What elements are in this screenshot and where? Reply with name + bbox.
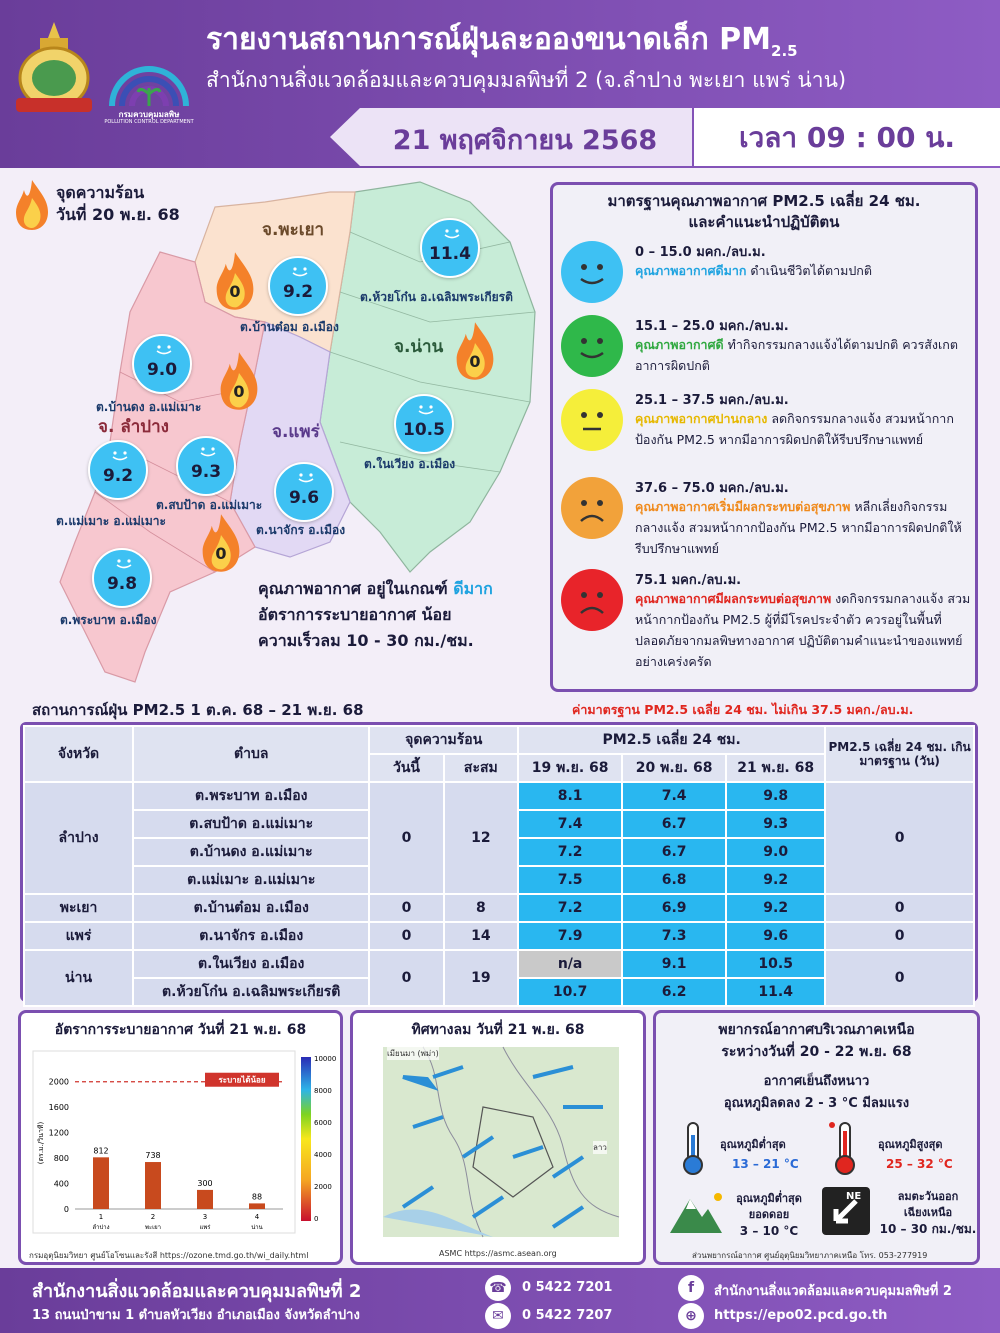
wind-map-label-myanmar: เมียนมา (พม่า): [387, 1049, 439, 1058]
station-value: 9.6: [288, 488, 320, 508]
station-label: ต.สบป้าด อ.แม่เมาะ: [156, 498, 263, 512]
fire-value: 0: [233, 382, 245, 401]
province-label-phayao: จ.พะเยา: [262, 220, 325, 240]
bar-value-label: 738: [145, 1151, 161, 1161]
fire-value: 0: [215, 544, 227, 563]
forecast-title: [656, 1019, 977, 1063]
standard-range: 37.6 – 75.0 มคก./ลบ.ม.: [635, 481, 789, 496]
forecast-summary-line2: อุณหภูมิลดลง 2 - 3 °C มีลมแรง: [723, 1096, 910, 1111]
province-label-lampang: จ. ลำปาง: [98, 417, 169, 437]
cell-pm-d21: 9.0: [726, 838, 825, 866]
smile-face-icon: [198, 446, 218, 458]
wind-map-label-laos: ลาว: [593, 1143, 607, 1152]
page-subtitle: สำนักงานสิ่งแวดล้อมและควบคุมมลพิษที่ 2 (จ.ลำปาง พะเยา แพร่ น่าน): [206, 68, 847, 92]
standard-advice: ทำกิจกรรมกลางแจ้งได้ตามปกติ ควรสังเกตอาการผิดปกติ: [635, 337, 958, 373]
cell-pm-d20: 6.2: [622, 978, 726, 1006]
x-tick-label: 4: [254, 1213, 260, 1221]
station-bubble: [176, 436, 236, 496]
bar-value-label: 812: [93, 1146, 109, 1156]
page-title-sub: 2.5: [771, 42, 798, 60]
th-pm-avg: PM2.5 เฉลี่ย 24 ชม.: [518, 726, 825, 754]
hotspot-legend-fire-icon: [12, 178, 52, 232]
peak-label-2: ยอดดอย: [748, 1208, 790, 1221]
cell-pm-d20: 7.4: [622, 782, 726, 810]
neutral-face-icon: [561, 389, 623, 451]
mountain-icon: [668, 1191, 724, 1235]
standard-description: [635, 334, 975, 376]
ventilation-bar: [197, 1190, 213, 1209]
forecast-summary: [656, 1071, 977, 1115]
facebook-icon: f: [678, 1275, 704, 1301]
footer-phone[interactable]: 0 5422 7201: [522, 1280, 613, 1295]
cell-pm-d19: 8.1: [518, 782, 622, 810]
hotspot-title-line2: วันที่ 20 พ.ย. 68: [56, 205, 180, 224]
cell-area: ต.สบป้าด อ.แม่เมาะ: [133, 810, 369, 838]
fire-icon: [216, 350, 262, 412]
station-bubble: [420, 218, 480, 278]
table-row: [24, 782, 974, 810]
colorbar: [301, 1057, 311, 1221]
colorbar-tick-label: 6000: [314, 1119, 332, 1127]
min-temp-value: 13 – 21 °C: [732, 1157, 799, 1171]
provincial-emblem-logo: [10, 18, 98, 118]
smile-face-icon: [442, 228, 462, 240]
fire-marker-phayao: [212, 250, 258, 312]
smile-face-icon: [561, 241, 623, 303]
th-hotspot: จุดความร้อน: [369, 726, 518, 754]
pm-table-container: [20, 722, 978, 1002]
max-temp-value: 25 – 32 °C: [886, 1157, 953, 1171]
station-bubble: [88, 440, 148, 500]
wind-forecast-block: [876, 1189, 980, 1237]
cell-pm-d21: 9.6: [726, 922, 825, 950]
cell-hotspot-cumulative: 8: [444, 894, 518, 922]
hotspot-title: [56, 182, 180, 226]
cell-pm-d20: 6.7: [622, 810, 726, 838]
map-summary-note: [258, 576, 493, 654]
frown-face-icon: [561, 569, 623, 631]
station-label: ต.แม่เมาะ อ.แม่เมาะ: [56, 514, 166, 528]
station-label: ต.พระบาท อ.เมือง: [60, 613, 157, 627]
ventilation-panel: [18, 1010, 343, 1265]
x-category-label: น่าน: [251, 1224, 263, 1231]
ventilation-source: กรมอุตุนิยมวิทยา ศูนย์โอโซนและรังสี https://ozone.tmd.go.th/wi_daily.html: [29, 1251, 309, 1260]
station-bubble: [92, 548, 152, 608]
cell-pm-d19: 7.5: [518, 866, 622, 894]
ventilation-chart: [29, 1047, 337, 1237]
globe-icon: ⊕: [678, 1303, 704, 1329]
frown-face-icon: [561, 477, 623, 539]
cell-pm-d19: 10.7: [518, 978, 622, 1006]
standard-title-line1: มาตรฐานคุณภาพอากาศ PM2.5 เฉลี่ย 24 ชม.: [607, 192, 921, 210]
threshold-label: ระบายได้น้อย: [218, 1075, 266, 1085]
fire-marker-nan: [452, 320, 498, 382]
standard-title: [553, 191, 975, 233]
cell-pm-d19: 7.9: [518, 922, 622, 950]
cell-hotspot-today: 0: [369, 950, 443, 1006]
standard-description: [635, 588, 975, 672]
footer-fax[interactable]: 0 5422 7207: [522, 1308, 613, 1323]
y-tick-label: 0: [63, 1205, 69, 1214]
forecast-title-line1: พยากรณ์อากาศบริเวณภาคเหนือ: [718, 1022, 915, 1038]
ventilation-bar: [249, 1203, 265, 1209]
smile-face-icon: [110, 450, 130, 462]
page-title: [206, 16, 798, 63]
table-row: [24, 894, 974, 922]
bar-value-label: 300: [197, 1178, 213, 1188]
fire-value: 0: [229, 282, 241, 301]
station-value: 11.4: [429, 244, 471, 264]
cell-pm-d20: 7.3: [622, 922, 726, 950]
province-label-phrae: จ.แพร่: [272, 422, 320, 442]
forecast-summary-line1: อากาศเย็นถึงหนาว: [763, 1074, 870, 1089]
cell-area: ต.บ้านดง อ.แม่เมาะ: [133, 838, 369, 866]
smile-face-icon: [290, 266, 310, 278]
province-label-nan: จ.น่าน: [394, 337, 444, 357]
cell-exceed: 0: [825, 950, 974, 1006]
wind-label-2: เฉียงเหนือ: [903, 1206, 953, 1219]
cell-hotspot-today: 0: [369, 922, 443, 950]
wind-badge: NE: [846, 1191, 862, 1202]
cell-hotspot-cumulative: 14: [444, 922, 518, 950]
standard-limit-note: ค่ามาตรฐาน PM2.5 เฉลี่ย 24 ชม. ไม่เกิน 37.5 มคก./ลบ.ม.: [572, 702, 914, 717]
cell-pm-d20: 9.1: [622, 950, 726, 978]
standard-title-line2: และคำแนะนำปฏิบัติตน: [688, 213, 840, 231]
cell-area: ต.พระบาท อ.เมือง: [133, 782, 369, 810]
wind-source: ASMC https://asmc.asean.org: [439, 1249, 557, 1258]
map-note-line2: อัตราการระบายอากาศ น้อย: [258, 605, 452, 624]
map-note-line1-b: ดีมาก: [453, 579, 493, 598]
cell-pm-d19: n/a: [518, 950, 622, 978]
standard-description: [635, 260, 975, 281]
cell-province: พะเยา: [24, 894, 133, 922]
wind-label-1: ลมตะวันออก: [897, 1190, 959, 1203]
x-tick-label: 3: [202, 1213, 208, 1221]
pm-table-body: [24, 782, 974, 1006]
footer-website[interactable]: https://epo02.pcd.go.th: [714, 1308, 888, 1323]
standard-range: 25.1 – 37.5 มคก./ลบ.ม.: [635, 393, 789, 408]
cell-pm-d20: 6.9: [622, 894, 726, 922]
footer: [0, 1268, 1000, 1333]
y-tick-label: 1200: [48, 1128, 69, 1138]
y-tick-label: 2000: [48, 1077, 69, 1087]
footer-office: สำนักงานสิ่งแวดล้อมและควบคุมมลพิษที่ 2: [32, 1281, 362, 1302]
cell-pm-d21: 11.4: [726, 978, 825, 1006]
x-tick-label: 2: [150, 1213, 156, 1221]
station-value: 9.3: [190, 462, 222, 482]
station-label: ต.นาจักร อ.เมือง: [256, 523, 346, 537]
station-value: 9.2: [282, 282, 314, 302]
standard-description: [635, 496, 975, 559]
cell-pm-d19: 7.4: [518, 810, 622, 838]
peak-temp-block: [730, 1191, 808, 1239]
station-value: 10.5: [403, 420, 445, 440]
wind-direction-icon: [822, 1187, 870, 1235]
page-title-main: รายงานสถานการณ์ฝุ่นละอองขนาดเล็ก PM: [206, 22, 772, 57]
thermometer-cold-icon: [678, 1121, 708, 1177]
standard-quality: คุณภาพอากาศดี: [635, 337, 724, 352]
bar-value-label: 88: [251, 1192, 263, 1202]
station-bubble: [274, 462, 334, 522]
cell-exceed: 0: [825, 922, 974, 950]
y-tick-label: 800: [53, 1154, 69, 1164]
wind-map: [383, 1047, 619, 1237]
colorbar-tick-label: 4000: [314, 1151, 332, 1159]
fire-icon: [198, 512, 244, 574]
footer-facebook[interactable]: สำนักงานสิ่งแวดล้อมและควบคุมมลพิษที่ 2: [714, 1284, 952, 1299]
cell-hotspot-cumulative: 12: [444, 782, 518, 894]
colorbar-tick-label: 2000: [314, 1183, 332, 1191]
hotspot-title-line1: จุดความร้อน: [56, 183, 145, 202]
fax-icon: ✉: [485, 1303, 511, 1329]
cell-exceed: 0: [825, 782, 974, 894]
wind-panel: [350, 1010, 646, 1265]
smile-face-icon: [296, 472, 316, 484]
ventilation-bar: [145, 1162, 161, 1209]
cell-pm-d20: 6.8: [622, 866, 726, 894]
standard-quality: คุณภาพอากาศมีผลกระทบต่อสุขภาพ: [635, 591, 832, 606]
smile-face-icon: [416, 404, 436, 416]
forecast-title-line2: ระหว่างวันที่ 20 - 22 พ.ย. 68: [721, 1044, 912, 1060]
th-subdistrict: ตำบล: [133, 726, 369, 782]
cell-province: น่าน: [24, 950, 133, 1006]
standard-quality: คุณภาพอากาศดีมาก: [635, 263, 747, 278]
cell-province: ลำปาง: [24, 782, 133, 894]
th-d21: 21 พ.ย. 68: [726, 754, 825, 782]
x-category-label: แพร่: [199, 1224, 211, 1231]
station-label: ต.ในเวียง อ.เมือง: [364, 457, 456, 471]
standard-advice: งดกิจกรรมกลางแจ้ง สวมหน้ากากป้องกัน PM2.5 ผู้ที่มีโรคประจำตัว ควรอยู่ในพื้นที่ปลอดภัยจากมลพิษทางอากาศ ปฏิบัติตามคำแนะนำของแพทย์อย่างเคร่งครัด: [635, 591, 971, 669]
cell-area: ต.บ้านต๋อม อ.เมือง: [133, 894, 369, 922]
standard-quality: คุณภาพอากาศเริ่มมีผลกระทบต่อสุขภาพ: [635, 499, 851, 514]
cell-pm-d19: 7.2: [518, 894, 622, 922]
max-temp-label: อุณหภูมิสูงสุด: [878, 1138, 943, 1151]
station-bubble: [132, 334, 192, 394]
footer-address: 13 ถนนป่าขาม 1 ตำบลหัวเวียง อำเภอเมือง จังหวัดลำปาง: [32, 1308, 360, 1323]
ventilation-title: อัตราการระบายอากาศ วันที่ 21 พ.ย. 68: [54, 1022, 307, 1038]
cell-area: ต.นาจักร อ.เมือง: [133, 922, 369, 950]
wind-value: 10 – 30 กม./ชม.: [879, 1222, 977, 1236]
standard-range: 0 – 15.0 มคก./ลบ.ม.: [635, 245, 766, 260]
report-time: เวลา 09 : 00 น.: [738, 121, 956, 154]
fire-icon: [212, 250, 258, 312]
standard-range: 15.1 – 25.0 มคก./ลบ.ม.: [635, 319, 789, 334]
standard-advice: ลดกิจกรรมกลางแจ้ง สวมหน้ากากป้องกัน PM2.5 หากมีอาการผิดปกติให้รีบปรึกษาแพทย์: [635, 411, 954, 447]
map-note-line1: [258, 576, 493, 602]
standard-advice: หลีกเลี่ยงกิจกรรมกลางแจ้ง สวมหน้ากากป้องกัน PM2.5 หากมีอาการผิดปกติให้รีบปรึกษาแพทย์: [635, 499, 962, 556]
map-note-line3: ความเร็วลม 10 - 30 กม./ชม.: [258, 631, 474, 650]
cell-exceed: 0: [825, 894, 974, 922]
cell-pm-d21: 9.8: [726, 782, 825, 810]
cell-pm-d21: 10.5: [726, 950, 825, 978]
cell-pm-d20: 6.7: [622, 838, 726, 866]
standard-range: 75.1 มคก./ลบ.ม.: [635, 573, 742, 588]
y-tick-label: 400: [53, 1179, 69, 1189]
smile-face-icon: [154, 344, 174, 356]
cell-hotspot-cumulative: 19: [444, 950, 518, 1006]
smile-face-icon: [561, 315, 623, 377]
station-label: ต.ห้วยโก๋น อ.เฉลิมพระเกียรติ: [360, 290, 513, 304]
cell-province: แพร่: [24, 922, 133, 950]
fire-marker-phrae: [198, 512, 244, 574]
station-bubble: [268, 256, 328, 316]
cell-area: ต.แม่เมาะ อ.แม่เมาะ: [133, 866, 369, 894]
forecast-panel: [653, 1010, 980, 1265]
fire-value: 0: [469, 352, 481, 371]
th-exceed: PM2.5 เฉลี่ย 24 ชม. เกินมาตรฐาน (วัน): [825, 726, 974, 782]
table-row: [24, 922, 974, 950]
x-category-label: พะเยา: [144, 1224, 162, 1231]
station-value: 9.8: [106, 574, 138, 594]
station-label: ต.บ้านดง อ.แม่เมาะ: [96, 400, 202, 414]
station-value: 9.0: [146, 360, 178, 380]
cell-pm-d21: 9.3: [726, 810, 825, 838]
th-province: จังหวัด: [24, 726, 133, 782]
table-row: [24, 950, 974, 978]
header-banner: [0, 0, 1000, 168]
th-d20: 20 พ.ย. 68: [622, 754, 726, 782]
cell-area: ต.ห้วยโก๋น อ.เฉลิมพระเกียรติ: [133, 978, 369, 1006]
air-quality-standard-panel: [550, 182, 978, 692]
cell-hotspot-today: 0: [369, 894, 443, 922]
cell-area: ต.ในเวียง อ.เมือง: [133, 950, 369, 978]
map-note-line1-a: คุณภาพอากาศ อยู่ในเกณฑ์: [258, 579, 448, 598]
phone-icon: ☎: [485, 1275, 511, 1301]
fire-icon: [452, 320, 498, 382]
x-tick-label: 1: [98, 1213, 104, 1221]
forecast-source: ส่วนพยากรณ์อากาศ ศูนย์อุตุนิยมวิทยาภาคเหนือ โทร. 053-277919: [692, 1251, 928, 1260]
th-d19: 19 พ.ย. 68: [518, 754, 622, 782]
min-temp-label: อุณหภูมิต่ำสุด: [720, 1138, 786, 1151]
cell-pm-d19: 7.2: [518, 838, 622, 866]
pcd-logo-subtext: POLLUTION CONTROL DEPARTMENT: [104, 119, 194, 125]
y-axis-unit: (ตร.ม./วินาที): [37, 1121, 45, 1165]
x-category-label: ลำปาง: [92, 1224, 110, 1231]
standard-advice: ดำเนินชีวิตได้ตามปกติ: [746, 263, 872, 278]
cell-pm-d21: 9.2: [726, 866, 825, 894]
pm-table: [23, 725, 975, 1007]
smile-face-icon: [114, 558, 134, 570]
peak-value: 3 – 10 °C: [739, 1224, 799, 1238]
wind-title: ทิศทางลม วันที่ 21 พ.ย. 68: [411, 1022, 585, 1038]
station-label: ต.บ้านต๋อม อ.เมือง: [240, 320, 339, 334]
table-title: สถานการณ์ฝุ่น PM2.5 1 ต.ค. 68 – 21 พ.ย. 68: [32, 701, 364, 719]
standard-description: [635, 408, 975, 450]
peak-label-1: อุณหภูมิต่ำสุด: [736, 1192, 802, 1205]
pcd-logo-text: กรมควบคุมมลพิษ: [118, 110, 180, 119]
report-date: 21 พฤศจิกายน 2568: [392, 125, 658, 156]
thermometer-hot-icon: [828, 1121, 862, 1177]
cell-pm-d21: 9.2: [726, 894, 825, 922]
colorbar-tick-label: 10000: [314, 1055, 337, 1063]
station-value: 9.2: [102, 466, 134, 486]
fire-marker-lampang: [216, 350, 262, 412]
colorbar-tick-label: 0: [314, 1215, 319, 1223]
th-today: วันนี้: [369, 754, 443, 782]
cell-hotspot-today: 0: [369, 782, 443, 894]
standard-quality: คุณภาพอากาศปานกลาง: [635, 411, 768, 426]
ventilation-bar: [93, 1157, 109, 1209]
colorbar-tick-label: 8000: [314, 1087, 332, 1095]
y-tick-label: 1600: [48, 1103, 69, 1113]
th-cumulative: สะสม: [444, 754, 518, 782]
station-bubble: [394, 394, 454, 454]
